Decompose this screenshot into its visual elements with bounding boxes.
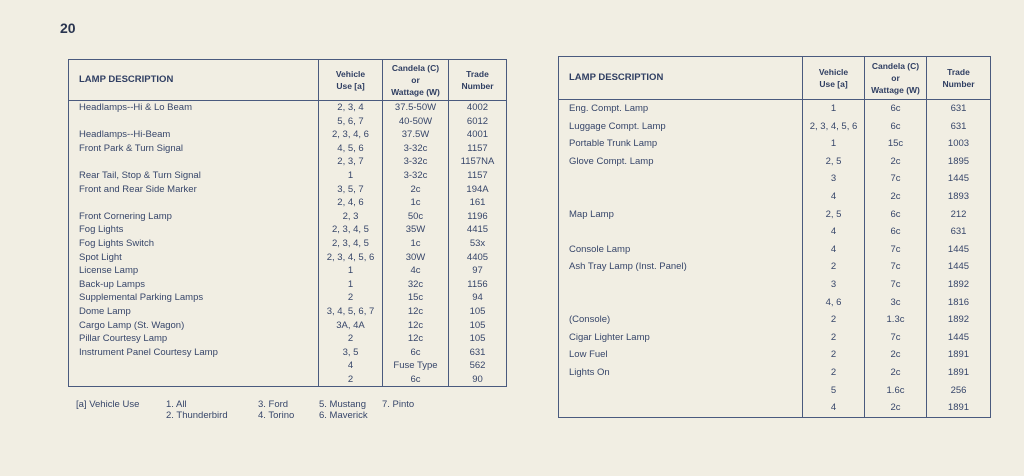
candela-wattage-cell: 7c	[865, 258, 927, 276]
table-row	[559, 311, 991, 329]
candela-wattage-cell: 1c	[383, 237, 449, 251]
lamp-description-cell: Low Fuel	[559, 346, 803, 364]
table-header-row	[559, 57, 991, 100]
right-table-body	[559, 100, 991, 418]
table-row	[69, 155, 507, 169]
vehicle-use-cell: 4	[319, 359, 383, 373]
vehicle-use-cell: 5, 6, 7	[319, 115, 383, 129]
candela-wattage-cell: 6c	[865, 223, 927, 241]
trade-number-header	[927, 57, 991, 100]
candela-wattage-cell: 6c	[383, 373, 449, 387]
page-number: 20	[60, 20, 76, 36]
table-row	[69, 101, 507, 115]
vehicle-use-cell: 2, 3, 7	[319, 155, 383, 169]
lamp-description-cell: Front and Rear Side Marker	[69, 183, 319, 197]
lamp-description-cell: Rear Tail, Stop & Turn Signal	[69, 169, 319, 183]
candela-header-line-1: Candela (C)	[871, 61, 920, 71]
trade-number-cell: 1895	[927, 153, 991, 171]
vehicle-use-cell: 1	[803, 135, 865, 153]
candela-wattage-cell: 12c	[383, 305, 449, 319]
candela-wattage-cell: 6c	[865, 206, 927, 224]
trade-number-cell: 1003	[927, 135, 991, 153]
trade-number-cell: 1157	[449, 142, 507, 156]
lamp-description-cell: Spot Light	[69, 251, 319, 265]
vehicle-use-cell: 4, 6	[803, 294, 865, 312]
vehicle-use-cell: 2, 3, 4, 5	[319, 223, 383, 237]
lamp-description-cell	[69, 359, 319, 373]
trade-header-line-2: Number	[942, 79, 975, 89]
lamp-description-cell: Eng. Compt. Lamp	[559, 100, 803, 118]
trade-header-line-1: Trade	[466, 69, 489, 79]
lamp-description-cell	[69, 373, 319, 387]
trade-number-cell: 1445	[927, 329, 991, 347]
candela-wattage-cell: Fuse Type	[383, 359, 449, 373]
vehicle-use-cell: 3A, 4A	[319, 319, 383, 333]
vehicle-use-cell: 2	[319, 332, 383, 346]
lamp-description-cell: Front Cornering Lamp	[69, 210, 319, 224]
lamp-description-cell: Cigar Lighter Lamp	[559, 329, 803, 347]
footnote-item-pinto: 7. Pinto	[382, 399, 415, 410]
trade-number-cell: 212	[927, 206, 991, 224]
candela-wattage-cell: 2c	[865, 399, 927, 417]
vehicle-use-cell: 1	[319, 264, 383, 278]
vehicle-use-cell: 4	[803, 399, 865, 417]
table-row	[69, 332, 507, 346]
table-row	[559, 382, 991, 400]
lamp-description-cell: Lights On	[559, 364, 803, 382]
candela-wattage-cell: 12c	[383, 319, 449, 333]
vehicle-use-cell: 2	[319, 373, 383, 387]
vehicle-use-cell: 2	[803, 364, 865, 382]
trade-number-cell: 631	[927, 118, 991, 136]
vehicle-use-cell: 4, 5, 6	[319, 142, 383, 156]
table-row	[69, 359, 507, 373]
candela-wattage-cell: 4c	[383, 264, 449, 278]
lamp-description-cell: Supplemental Parking Lamps	[69, 291, 319, 305]
trade-number-cell: 94	[449, 291, 507, 305]
trade-number-cell: 1893	[927, 188, 991, 206]
trade-number-cell: 631	[449, 346, 507, 360]
lamp-description-cell: Console Lamp	[559, 241, 803, 259]
lamp-description-cell: Dome Lamp	[69, 305, 319, 319]
table-row	[559, 223, 991, 241]
candela-wattage-cell: 37.5-50W	[383, 101, 449, 115]
trade-number-cell: 1892	[927, 276, 991, 294]
candela-wattage-cell: 6c	[865, 118, 927, 136]
trade-number-cell: 105	[449, 319, 507, 333]
vehicle-use-cell: 2	[803, 258, 865, 276]
trade-number-cell: 1156	[449, 278, 507, 292]
trade-number-cell: 4002	[449, 101, 507, 115]
candela-wattage-cell: 2c	[865, 153, 927, 171]
candela-wattage-cell: 15c	[383, 291, 449, 305]
trade-number-cell: 194A	[449, 183, 507, 197]
vehicle-use-cell: 2	[319, 291, 383, 305]
vehicle-use-cell: 2, 3	[319, 210, 383, 224]
candela-wattage-cell: 3c	[865, 294, 927, 312]
table-row	[559, 276, 991, 294]
table-row	[559, 399, 991, 417]
vehicle-use-cell: 1	[319, 278, 383, 292]
vehicle-use-cell: 2	[803, 311, 865, 329]
left-lamp-table	[68, 59, 507, 387]
lamp-description-cell: Pillar Courtesy Lamp	[69, 332, 319, 346]
trade-number-cell: 53x	[449, 237, 507, 251]
table-row	[69, 183, 507, 197]
candela-header-line-3: Wattage (W)	[391, 87, 440, 97]
trade-number-cell: 1892	[927, 311, 991, 329]
table-row	[559, 329, 991, 347]
vehicle-use-cell: 2, 5	[803, 206, 865, 224]
table-row	[69, 373, 507, 387]
lamp-description-cell	[559, 276, 803, 294]
trade-header-line-2: Number	[461, 81, 494, 91]
candela-wattage-cell: 12c	[383, 332, 449, 346]
vehicle-use-cell: 4	[803, 241, 865, 259]
footnote-item-mustang: 5. Mustang	[319, 399, 366, 410]
table-row	[559, 364, 991, 382]
lamp-description-cell	[559, 223, 803, 241]
lamp-description-cell: Map Lamp	[559, 206, 803, 224]
table-row	[69, 264, 507, 278]
table-header-row	[69, 60, 507, 101]
vehicle-use-cell: 2, 3, 4, 6	[319, 128, 383, 142]
lamp-description-cell: Headlamps--Hi & Lo Beam	[69, 101, 319, 115]
lamp-description-cell: License Lamp	[69, 264, 319, 278]
trade-number-cell: 1891	[927, 364, 991, 382]
candela-wattage-cell: 1.3c	[865, 311, 927, 329]
trade-number-header	[449, 60, 507, 101]
candela-wattage-cell: 32c	[383, 278, 449, 292]
trade-number-cell: 1891	[927, 346, 991, 364]
table-row	[69, 346, 507, 360]
vehicle-header-line-1: Vehicle	[818, 67, 849, 77]
candela-wattage-header	[383, 60, 449, 101]
lamp-description-cell	[559, 399, 803, 417]
table-row	[69, 251, 507, 265]
vehicle-use-cell: 2, 4, 6	[319, 196, 383, 210]
candela-wattage-cell: 35W	[383, 223, 449, 237]
right-lamp-table	[558, 56, 991, 418]
trade-number-cell: 105	[449, 305, 507, 319]
trade-number-cell: 6012	[449, 115, 507, 129]
candela-wattage-cell: 2c	[865, 188, 927, 206]
table-row	[69, 223, 507, 237]
vehicle-header-line-2: Use [a]	[336, 81, 365, 91]
table-row	[559, 100, 991, 118]
lamp-description-cell: Back-up Lamps	[69, 278, 319, 292]
vehicle-use-cell: 2, 3, 4, 5, 6	[803, 118, 865, 136]
candela-wattage-cell: 7c	[865, 329, 927, 347]
table-row	[69, 210, 507, 224]
table-row	[69, 319, 507, 333]
trade-number-cell: 1891	[927, 399, 991, 417]
candela-header-line-1: Candela (C)	[391, 63, 440, 73]
lamp-description-cell: Portable Trunk Lamp	[559, 135, 803, 153]
table-row	[559, 346, 991, 364]
lamp-description-cell: Ash Tray Lamp (Inst. Panel)	[559, 258, 803, 276]
candela-wattage-cell: 2c	[865, 346, 927, 364]
vehicle-use-cell: 2	[803, 346, 865, 364]
lamp-description-cell	[559, 170, 803, 188]
lamp-description-cell	[559, 382, 803, 400]
lamp-description-cell	[69, 155, 319, 169]
table-row	[69, 115, 507, 129]
vehicle-use-cell: 1	[803, 100, 865, 118]
vehicle-use-cell: 3	[803, 170, 865, 188]
trade-number-cell: 4405	[449, 251, 507, 265]
vehicle-use-cell: 2	[803, 329, 865, 347]
candela-wattage-cell: 2c	[383, 183, 449, 197]
trade-header-line-1: Trade	[947, 67, 970, 77]
trade-number-cell: 1445	[927, 241, 991, 259]
trade-number-cell: 1157	[449, 169, 507, 183]
candela-wattage-cell: 3-32c	[383, 155, 449, 169]
lamp-description-header: LAMP DESCRIPTION	[69, 60, 319, 101]
table-row	[559, 188, 991, 206]
table-row	[69, 196, 507, 210]
footnote-item-thunderbird: 2. Thunderbird	[166, 410, 228, 421]
lamp-description-cell	[69, 115, 319, 129]
vehicle-use-cell: 1	[319, 169, 383, 183]
lamp-description-cell: Headlamps--Hi-Beam	[69, 128, 319, 142]
candela-header-line-3: Wattage (W)	[871, 85, 920, 95]
table-row	[559, 294, 991, 312]
vehicle-use-cell: 2, 3, 4, 5, 6	[319, 251, 383, 265]
trade-number-cell: 631	[927, 100, 991, 118]
vehicle-use-cell: 3, 4, 5, 6, 7	[319, 305, 383, 319]
candela-wattage-cell: 3-32c	[383, 169, 449, 183]
table-row	[69, 291, 507, 305]
table-row	[559, 118, 991, 136]
footnote-item-torino: 4. Torino	[258, 410, 295, 421]
vehicle-use-cell: 2, 5	[803, 153, 865, 171]
trade-number-cell: 161	[449, 196, 507, 210]
table-row	[69, 237, 507, 251]
trade-number-cell: 4415	[449, 223, 507, 237]
vehicle-use-cell: 3	[803, 276, 865, 294]
trade-number-cell: 105	[449, 332, 507, 346]
candela-wattage-cell: 6c	[383, 346, 449, 360]
trade-number-cell: 1445	[927, 170, 991, 188]
trade-number-cell: 1157NA	[449, 155, 507, 169]
vehicle-use-cell: 2, 3, 4, 5	[319, 237, 383, 251]
table-row	[559, 206, 991, 224]
lamp-description-cell	[559, 188, 803, 206]
candela-wattage-header	[865, 57, 927, 100]
footnote-item-maverick: 6. Maverick	[319, 410, 368, 421]
lamp-description-cell: Luggage Compt. Lamp	[559, 118, 803, 136]
candela-wattage-cell: 6c	[865, 100, 927, 118]
candela-wattage-cell: 15c	[865, 135, 927, 153]
candela-wattage-cell: 7c	[865, 241, 927, 259]
vehicle-header-line-2: Use [a]	[819, 79, 848, 89]
candela-wattage-cell: 7c	[865, 170, 927, 188]
vehicle-use-cell: 5	[803, 382, 865, 400]
table-row	[559, 135, 991, 153]
vehicle-use-header	[319, 60, 383, 101]
left-table-body	[69, 101, 507, 387]
candela-wattage-cell: 2c	[865, 364, 927, 382]
vehicle-use-header	[803, 57, 865, 100]
table-row	[559, 241, 991, 259]
vehicle-header-line-1: Vehicle	[335, 69, 366, 79]
candela-wattage-cell: 40-50W	[383, 115, 449, 129]
candela-wattage-cell: 1c	[383, 196, 449, 210]
trade-number-cell: 1445	[927, 258, 991, 276]
table-row	[559, 170, 991, 188]
footnote-item-all: 1. All	[166, 399, 187, 410]
footnote-item-ford: 3. Ford	[258, 399, 289, 410]
trade-number-cell: 631	[927, 223, 991, 241]
trade-number-cell: 256	[927, 382, 991, 400]
vehicle-use-cell: 3, 5	[319, 346, 383, 360]
trade-number-cell: 1196	[449, 210, 507, 224]
candela-wattage-cell: 1.6c	[865, 382, 927, 400]
trade-number-cell: 90	[449, 373, 507, 387]
candela-wattage-cell: 37.5W	[383, 128, 449, 142]
lamp-description-cell: (Console)	[559, 311, 803, 329]
candela-header-line-2: or	[891, 73, 900, 83]
vehicle-use-cell: 2, 3, 4	[319, 101, 383, 115]
lamp-description-cell: Instrument Panel Courtesy Lamp	[69, 346, 319, 360]
candela-wattage-cell: 3-32c	[383, 142, 449, 156]
lamp-description-cell: Fog Lights	[69, 223, 319, 237]
lamp-description-cell: Front Park & Turn Signal	[69, 142, 319, 156]
table-row	[559, 258, 991, 276]
lamp-description-header: LAMP DESCRIPTION	[559, 57, 803, 100]
trade-number-cell: 97	[449, 264, 507, 278]
vehicle-use-cell: 4	[803, 223, 865, 241]
trade-number-cell: 4001	[449, 128, 507, 142]
vehicle-use-cell: 3, 5, 7	[319, 183, 383, 197]
candela-wattage-cell: 7c	[865, 276, 927, 294]
vehicle-use-cell: 4	[803, 188, 865, 206]
table-row	[69, 278, 507, 292]
trade-number-cell: 1816	[927, 294, 991, 312]
lamp-description-cell: Glove Compt. Lamp	[559, 153, 803, 171]
lamp-description-cell: Fog Lights Switch	[69, 237, 319, 251]
lamp-description-cell	[69, 196, 319, 210]
table-row	[559, 153, 991, 171]
candela-header-line-2: or	[411, 75, 420, 85]
lamp-description-cell: Cargo Lamp (St. Wagon)	[69, 319, 319, 333]
footnote-label: [a] Vehicle Use	[76, 399, 140, 410]
lamp-description-cell	[559, 294, 803, 312]
trade-number-cell: 562	[449, 359, 507, 373]
candela-wattage-cell: 30W	[383, 251, 449, 265]
table-row	[69, 305, 507, 319]
table-row	[69, 169, 507, 183]
table-row	[69, 142, 507, 156]
table-row	[69, 128, 507, 142]
candela-wattage-cell: 50c	[383, 210, 449, 224]
